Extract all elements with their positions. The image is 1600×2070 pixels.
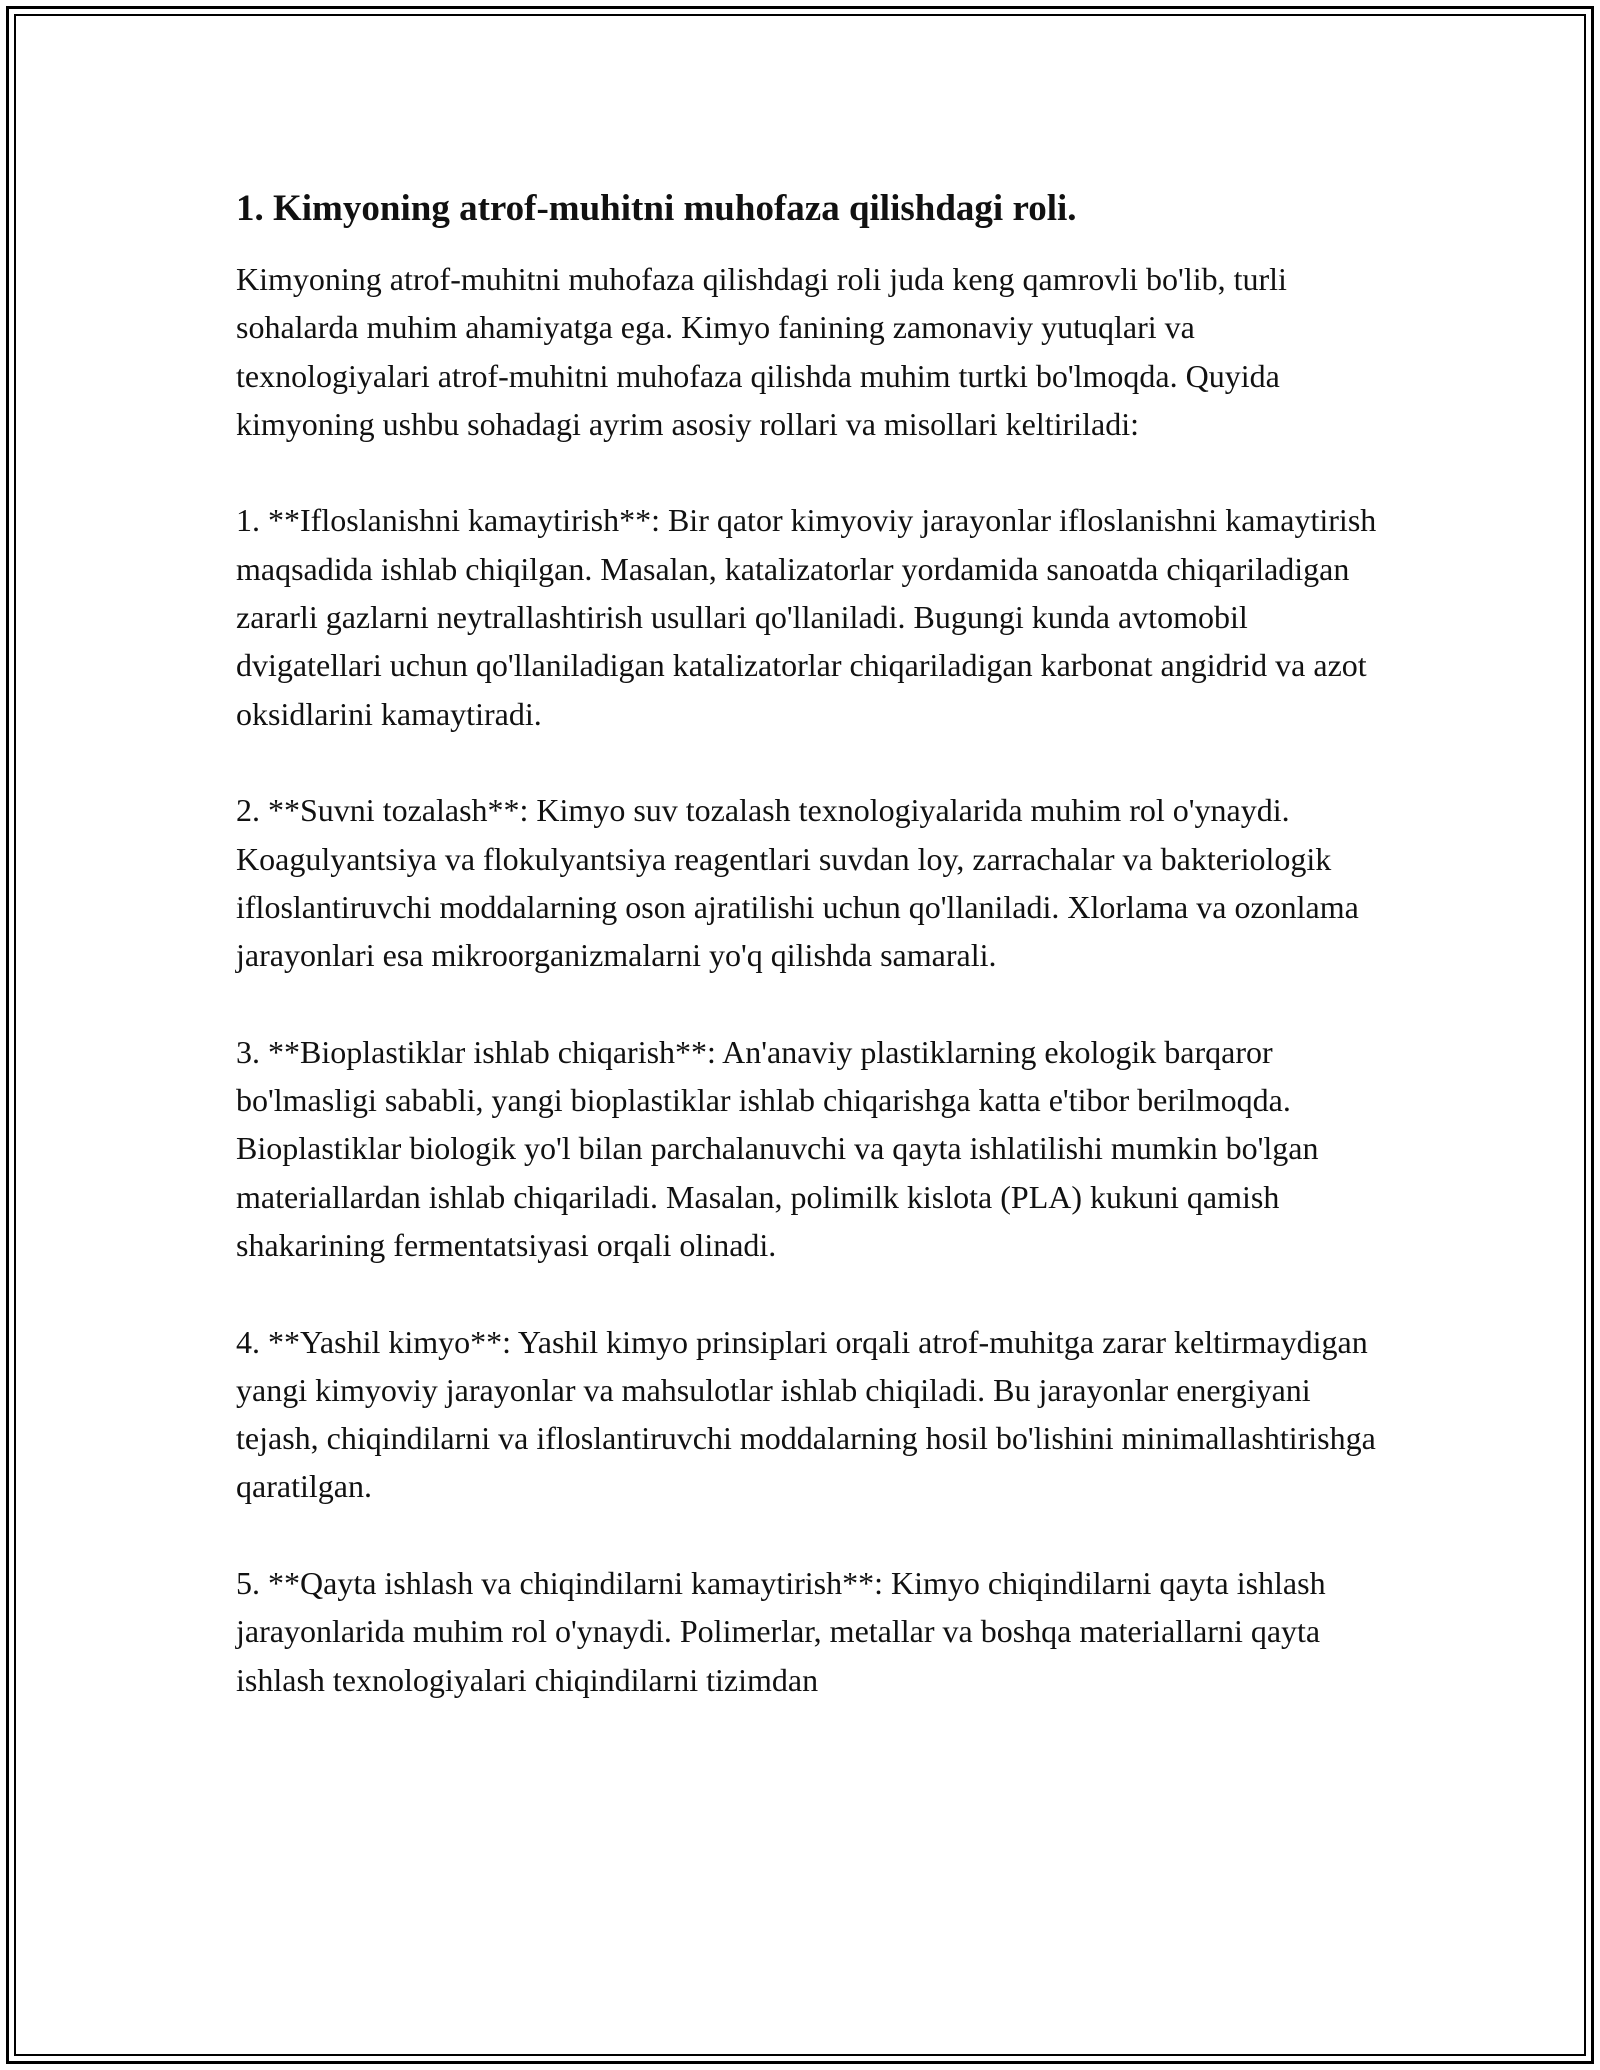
list-item-pollution-reduction: 1. **Ifloslanishni kamaytirish**: Bir qator kimyoviy jarayonlar ifloslanishni kamaytirish maqsadida ishlab chiqilgan. Masalan, katalizatorlar yordamida sanoatda chiqariladigan zararli gazlarni neytrallashtirish usullari qo'llaniladi. Bugungi kunda avtomobil dvigatellari uchun qo'llaniladigan katalizatorlar chiqariladigan karbonat angidrid va azot oksidlarini kamaytiradi. (236, 502, 1377, 732)
list-item-green-chemistry: 4. **Yashil kimyo**: Yashil kimyo prinsiplari orqali atrof-muhitga zarar keltirmaydigan yangi kimyoviy jarayonlar va mahsulotlar ishlab chiqiladi. Bu jarayonlar energiyani tejash, chiqindilarni va ifloslantiruvchi moddalarning hosil bo'lishini minimallashtirishga qaratilgan. (236, 1323, 1376, 1505)
intro-paragraph: Kimyoning atrof-muhitni muhofaza qilishdagi roli juda keng qamrovli bo'lib, turli sohalarda muhim ahamiyatga ega. Kimyo fanining zamonaviy yutuqlari va texnologiyalari atrof-muhitni muhofaza qilishda muhim turtki bo'lmoqda. Quyida kimyoning ushbu sohadagi ayrim asosiy rollari va misollari keltiriladi: (236, 261, 1287, 442)
list-item-recycling: 5. **Qayta ishlash va chiqindilarni kamaytirish**: Kimyo chiqindilarni qayta ishlash jarayonlarida muhim rol o'ynaydi. Polimerlar, metallar va boshqa materiallarni qayta ishlash texnologiyalari chiqindilarni tizimdan (236, 1565, 1326, 1698)
section-heading: 1. Kimyoning atrof-muhitni muhofaza qilishdagi roli. (236, 188, 1077, 229)
list-item-bioplastics: 3. **Bioplastiklar ishlab chiqarish**: An'anaviy plastiklarning ekologik barqaror bo'lmasligi sababli, yangi bioplastiklar ishlab chiqarishga katta e'tibor berilmoqda. Bioplastiklar biologik yo'l bilan parchalanuvchi va qayta ishlatilishi mumkin bo'lgan materiallardan ishlab chiqariladi. Masalan, polimilk kislota (PLA) kukuni qamish shakarining fermentatsiyasi orqali olinadi. (236, 1033, 1319, 1263)
document-body (236, 185, 1386, 1704)
list-item-water-treatment: 2. **Suvni tozalash**: Kimyo suv tozalash texnologiyalarida muhim rol o'ynaydi. Koagulyantsiya va flokulyantsiya reagentlari suvdan loy, zarrachalar va bakteriologik ifloslantiruvchi moddalarning oson ajratilishi uchun qo'llaniladi. Xlorlama va ozonlama jarayonlari esa mikroorganizmalarni yo'q qilishda samarali. (236, 792, 1359, 974)
